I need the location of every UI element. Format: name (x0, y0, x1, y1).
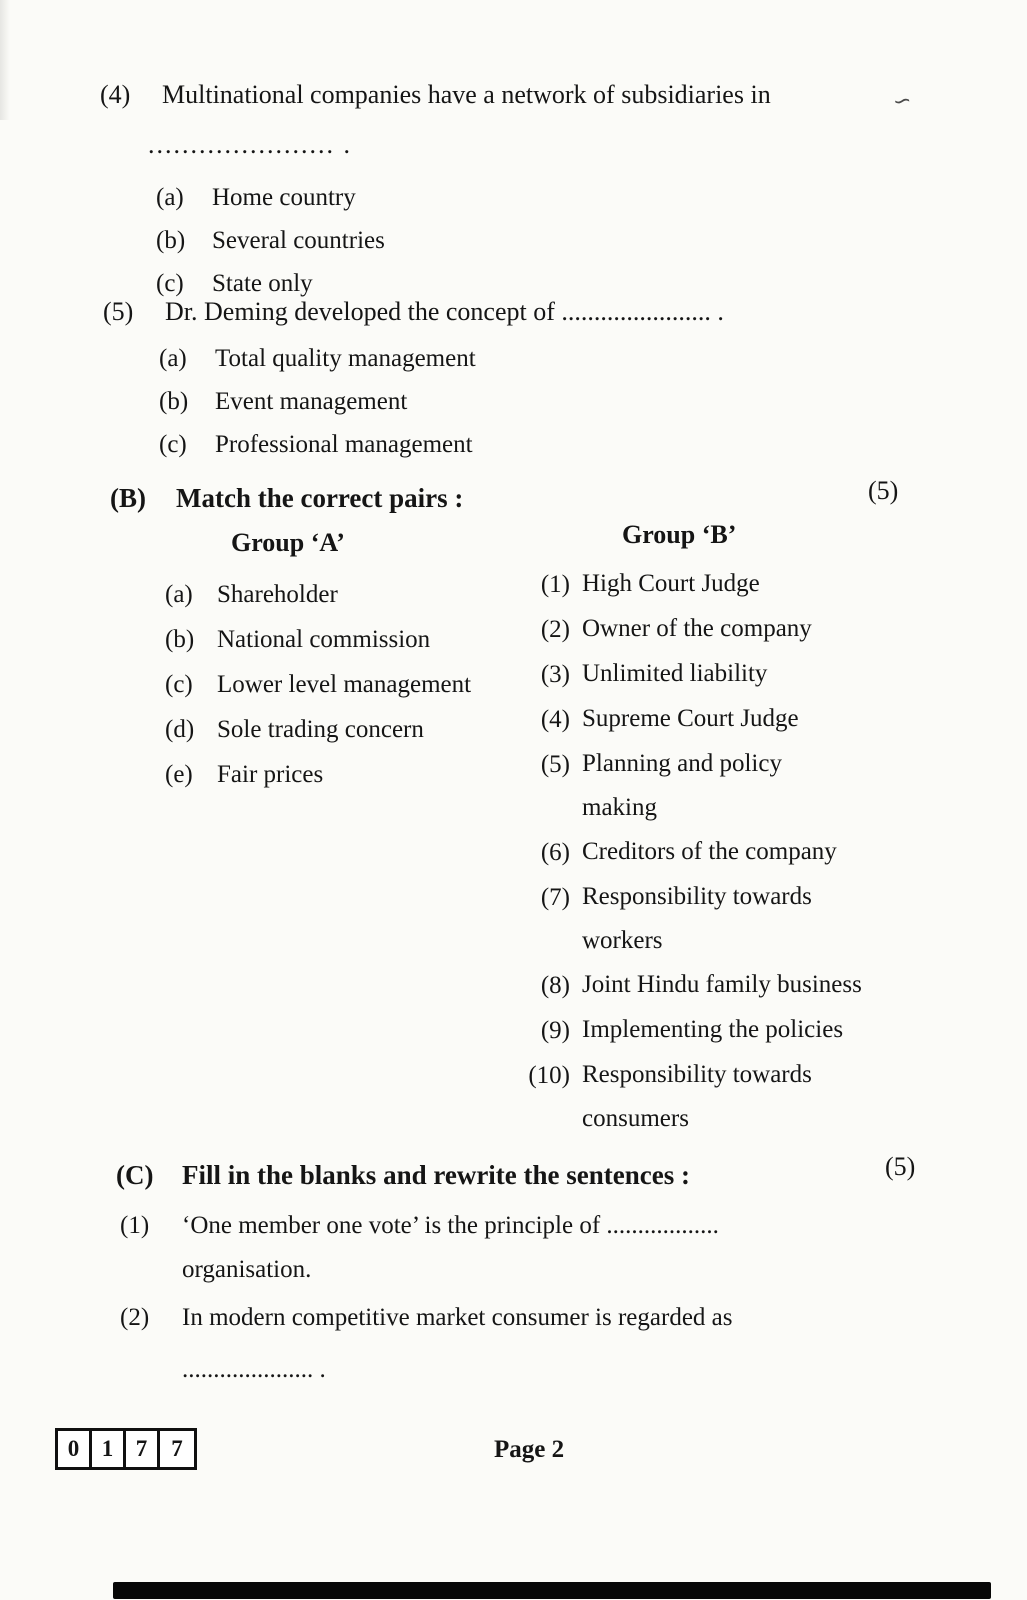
item-text: Responsibility towards workers (582, 883, 812, 954)
section-c-items (120, 1204, 900, 1392)
section-title: Fill in the blanks and rewrite the sentences : (182, 1160, 690, 1190)
question-text: Dr. Deming developed the concept of ....................... . (165, 297, 724, 326)
scan-bottom-bar (113, 1582, 991, 1599)
item-label: (e) (165, 761, 193, 788)
item-text: Sole trading concern (217, 716, 424, 743)
section-title: Match the correct pairs : (176, 483, 464, 513)
option-label: (c) (156, 270, 184, 297)
item-text: Owner of the company (582, 615, 812, 642)
match-item (516, 652, 986, 697)
question-number: (4) (100, 80, 131, 109)
item-text: Joint Hindu family business (582, 971, 862, 998)
match-item (165, 707, 525, 752)
section-label: (C) (116, 1160, 154, 1190)
option-label: (c) (159, 431, 187, 458)
item-label: (8) (540, 972, 570, 999)
option-label: (a) (159, 345, 187, 372)
item-label: (4) (540, 706, 570, 733)
fill-blank-item (120, 1204, 900, 1292)
match-item (165, 572, 525, 617)
match-item (516, 607, 986, 652)
match-item (516, 1053, 986, 1141)
section-c-header (116, 1160, 836, 1191)
item-label: (2) (120, 1304, 150, 1331)
answer-blank: ...................... . (148, 130, 352, 159)
item-text: Responsibility towards consumers (582, 1061, 812, 1132)
item-text: Fair prices (217, 761, 324, 788)
question-number: (5) (103, 297, 134, 326)
item-text: In modern competitive market consumer is regarded as ..................... . (182, 1304, 733, 1383)
question-4-stem (100, 80, 900, 110)
option-label: (a) (156, 184, 184, 211)
item-label: (3) (540, 661, 570, 688)
item-label: (b) (165, 626, 195, 653)
item-label: (6) (540, 839, 570, 866)
item-label: (9) (540, 1017, 570, 1044)
item-text: High Court Judge (582, 570, 760, 597)
code-digit: 0 (58, 1431, 92, 1467)
group-b-column (516, 520, 986, 1141)
group-a-heading: Group ‘A’ (231, 528, 345, 557)
item-text: Creditors of the company (582, 838, 837, 865)
item-text: Unlimited liability (582, 660, 768, 687)
item-label: (7) (540, 884, 570, 911)
item-label: (1) (120, 1212, 150, 1239)
match-item (516, 963, 986, 1008)
item-label: (a) (165, 581, 193, 608)
pen-scribble-icon: ∽ (890, 86, 914, 115)
match-item (516, 562, 986, 607)
option-label: (b) (156, 227, 186, 254)
question-text: Multinational companies have a network of subsidiaries in (162, 80, 771, 109)
match-item (516, 875, 986, 963)
fill-blank-item (120, 1296, 900, 1392)
item-text: Planning and policy making (582, 750, 782, 821)
section-b-header (110, 483, 810, 514)
item-text: Lower level management (217, 671, 472, 698)
item-text: Implementing the policies (582, 1016, 844, 1043)
option-text: Several countries (212, 227, 385, 254)
question-5-options (159, 337, 923, 466)
option-text: Professional management (215, 431, 473, 458)
item-label: (2) (540, 616, 570, 643)
option-c (159, 423, 923, 466)
match-item (516, 697, 986, 742)
match-item (165, 662, 525, 707)
option-a (159, 337, 923, 380)
question-5 (103, 297, 923, 466)
code-digit: 7 (171, 1436, 183, 1461)
option-text: Total quality management (215, 345, 476, 372)
match-item (165, 752, 525, 797)
page-number-label: Page 2 (494, 1436, 565, 1463)
question-4 (100, 80, 900, 305)
item-label: (c) (165, 671, 193, 698)
item-text: National commission (217, 626, 431, 653)
option-b (156, 219, 900, 262)
item-text: Shareholder (217, 581, 338, 608)
item-label: (5) (540, 751, 570, 778)
match-item (516, 1008, 986, 1053)
section-label: (B) (110, 483, 146, 513)
marks-badge: (5) (885, 1152, 916, 1181)
match-item (516, 742, 986, 830)
question-5-stem (103, 297, 923, 327)
item-text: Supreme Court Judge (582, 705, 799, 732)
item-label: (10) (528, 1062, 570, 1089)
option-label: (b) (159, 388, 189, 415)
group-a-list (165, 572, 525, 797)
item-label: (d) (165, 716, 195, 743)
exam-code-boxes (55, 1428, 197, 1470)
scan-edge-smudge (0, 0, 10, 120)
option-text: Event management (215, 388, 408, 415)
group-b-list (516, 562, 986, 1141)
match-item (516, 830, 986, 875)
group-a-column (165, 528, 525, 797)
code-digit: 1 (92, 1431, 126, 1467)
code-digit: 7 (126, 1431, 160, 1467)
item-label: (1) (540, 571, 570, 598)
option-text: Home country (212, 184, 356, 211)
question-4-options (156, 176, 900, 305)
option-text: State only (212, 270, 313, 297)
group-b-heading: Group ‘B’ (622, 520, 737, 549)
option-a (156, 176, 900, 219)
option-b (159, 380, 923, 423)
marks-badge: (5) (868, 476, 899, 505)
item-text: ‘One member one vote’ is the principle of .................. organisation. (182, 1212, 719, 1283)
match-item (165, 617, 525, 662)
